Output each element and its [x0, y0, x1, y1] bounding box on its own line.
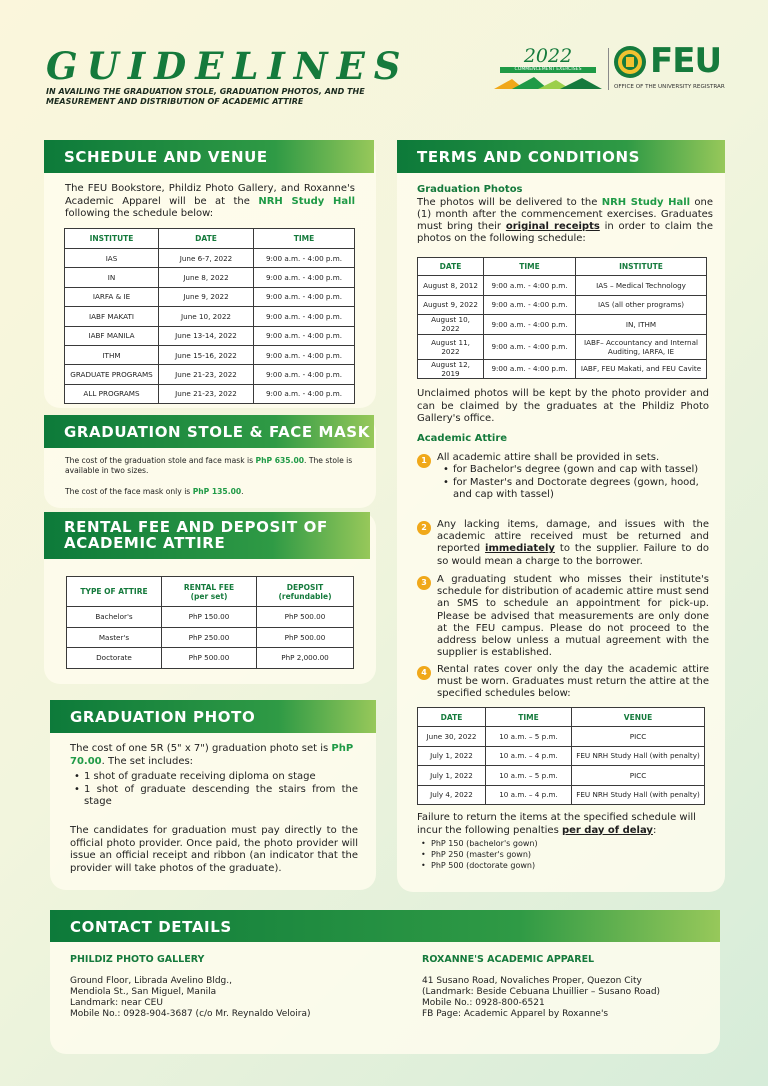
- col-header: INSTITUTE: [576, 258, 707, 276]
- table-row: [418, 334, 707, 359]
- schedule-heading: SCHEDULE AND VENUE: [44, 140, 374, 173]
- list-item: • for Bachelor's degree (gown and cap with tassel): [443, 464, 709, 477]
- table-cell: 9:00 a.m. - 4:00 p.m.: [254, 249, 355, 268]
- schedule-venue: NRH Study Hall: [258, 195, 355, 207]
- table-cell: August 10, 2022: [418, 315, 484, 335]
- photos-text-c: in order to claim the photos on the following schedule:: [417, 221, 713, 244]
- col-header: [257, 577, 354, 607]
- photo-text-b: . The set includes:: [101, 755, 194, 767]
- table-cell: 9:00 a.m. - 4:00 p.m.: [484, 334, 576, 359]
- photo-claim-table: [417, 257, 707, 379]
- table-row: [65, 384, 355, 403]
- photos-venue: NRH Study Hall: [601, 197, 691, 208]
- col-header: DATE: [159, 229, 254, 249]
- contact-heading: CONTACT DETAILS: [50, 910, 720, 942]
- table-cell: PhP 500.00: [162, 648, 257, 669]
- stole-heading: GRADUATION STOLE & FACE MASK: [44, 415, 374, 448]
- rental-heading: [44, 512, 370, 559]
- table-row: [67, 648, 354, 669]
- attire-item-1-bullets: [437, 464, 709, 502]
- table-cell: July 1, 2022: [418, 766, 486, 786]
- table-cell: PhP 500.00: [257, 627, 354, 648]
- table-cell: PICC: [572, 727, 705, 747]
- commencement-logo: [494, 46, 602, 90]
- table-cell: 9:00 a.m. - 4:00 p.m.: [484, 276, 576, 296]
- fb-page-line: FB Page: Academic Apparel by Roxanne's: [422, 1009, 609, 1019]
- photo-text-1: [70, 743, 358, 768]
- list-item: • 1 shot of graduate descending the stairs from the stage: [74, 784, 358, 809]
- stole-price: PhP 635.00: [255, 456, 305, 465]
- table-cell: GRADUATE PROGRAMS: [65, 365, 159, 384]
- stole-text-a: The cost of the graduation stole and face mask is: [65, 456, 256, 465]
- table-cell: PhP 150.00: [162, 607, 257, 628]
- feu-name: FEU: [650, 41, 722, 81]
- table-cell: 9:00 a.m. - 4:00 p.m.: [254, 287, 355, 306]
- table-cell: IAS: [65, 249, 159, 268]
- photos-text-a: The photos will be delivered to the: [417, 197, 602, 208]
- address-line: Ground Floor, Librada Avelino Bldg.,: [70, 976, 232, 986]
- address-line: (Landmark: Beside Cebuana Lhuillier – Susano Road): [422, 987, 661, 997]
- phone-line: Mobile No.: 0928-800-6521: [422, 998, 545, 1008]
- table-row: [67, 607, 354, 628]
- photo-bullets: [74, 771, 358, 809]
- schedule-intro-a: The FEU Bookstore, Phildiz Photo Gallery, and Roxanne's Academic Apparel will be at the: [65, 183, 355, 207]
- table-cell: FEU NRH Study Hall (with penalty): [572, 785, 705, 805]
- table-row: [65, 287, 355, 306]
- table-cell: 10 a.m. – 5 p.m.: [486, 766, 572, 786]
- table-row: [418, 766, 705, 786]
- table-row: [67, 627, 354, 648]
- attire-item-4: [417, 664, 709, 704]
- table-row: [65, 249, 355, 268]
- table-row: [418, 295, 707, 315]
- table-cell: PICC: [572, 766, 705, 786]
- mask-text: [65, 487, 355, 497]
- schedule-table: [64, 228, 355, 404]
- table-row: [65, 365, 355, 384]
- table-row: [65, 345, 355, 364]
- table-cell: 10 a.m. – 5 p.m.: [486, 727, 572, 747]
- table-cell: FEU NRH Study Hall (with penalty): [572, 746, 705, 766]
- photo-text-2: The candidates for graduation must pay directly to the official photo provider. Once paid, the photo provider will issue an official receipt and ribbon (an indicator that the provider will take photos of the graduate).: [70, 825, 358, 874]
- col-header: TIME: [484, 258, 576, 276]
- table-cell: June 10, 2022: [159, 307, 254, 326]
- col-header: INSTITUTE: [65, 229, 159, 249]
- table-cell: PhP 2,000.00: [257, 648, 354, 669]
- table-cell: IABF, FEU Makati, and FEU Cavite: [576, 359, 707, 379]
- roxanne-details: [422, 976, 712, 1020]
- table-cell: IABF– Accountancy and Internal Auditing, IARFA, IE: [576, 334, 707, 359]
- registrar-label: OFFICE OF THE UNIVERSITY REGISTRAR: [614, 84, 725, 90]
- table-cell: IAS (all other programs): [576, 295, 707, 315]
- table-cell: PhP 250.00: [162, 627, 257, 648]
- return-schedule-table: [417, 707, 705, 805]
- table-cell: 9:00 a.m. - 4:00 p.m.: [484, 359, 576, 379]
- phildiz-name: PHILDIZ PHOTO GALLERY: [70, 954, 205, 965]
- rental-heading-line2: ACADEMIC ATTIRE: [64, 534, 226, 552]
- unclaimed-text: Unclaimed photos will be kept by the photo provider and can be claimed by the graduates at the Phildiz Photo Gallery's office.: [417, 388, 709, 424]
- table-cell: IAS – Medical Technology: [576, 276, 707, 296]
- list-item: • 1 shot of graduate receiving diploma on stage: [74, 771, 358, 784]
- table-cell: 9:00 a.m. - 4:00 p.m.: [484, 315, 576, 335]
- table-cell: June 9, 2022: [159, 287, 254, 306]
- logo-caption: COMMENCEMENT EXERCISES: [500, 67, 596, 73]
- phone-line: Mobile No.: 0928-904-3687 (c/o Mr. Reynaldo Veloira): [70, 1009, 311, 1019]
- table-cell: IABF MAKATI: [65, 307, 159, 326]
- table-row: [418, 746, 705, 766]
- photo-text-a: The cost of one 5R (5" x 7") graduation photo set is: [70, 743, 332, 754]
- photo-price: PhP 70.00: [70, 743, 354, 767]
- table-cell: 10 a.m. – 4 p.m.: [486, 746, 572, 766]
- table-cell: August 9, 2022: [418, 295, 484, 315]
- table-cell: PhP 500.00: [257, 607, 354, 628]
- photos-subheading: Graduation Photos: [417, 184, 523, 195]
- table-cell: IABF MANILA: [65, 326, 159, 345]
- table-cell: Bachelor's: [67, 607, 162, 628]
- attire-item-2: [417, 519, 709, 569]
- feu-seal-icon: [613, 45, 647, 79]
- table-row: [418, 785, 705, 805]
- attire-item-1: [417, 452, 709, 502]
- number-badge: 2: [417, 521, 431, 535]
- phildiz-details: [70, 976, 400, 1020]
- table-cell: 9:00 a.m. - 4:00 p.m.: [254, 268, 355, 287]
- logo-ribbon-icon: [494, 77, 602, 89]
- failure-text-a: Failure to return the items at the specified schedule will incur the following penalties: [417, 812, 696, 836]
- attire-item-2-emphasis: immediately: [485, 543, 555, 555]
- col-header: DATE: [418, 708, 486, 727]
- rental-table: [66, 576, 354, 669]
- table-row: [65, 268, 355, 287]
- table-cell: August 12, 2019: [418, 359, 484, 379]
- table-cell: August 11, 2022: [418, 334, 484, 359]
- table-cell: 9:00 a.m. - 4:00 p.m.: [254, 384, 355, 403]
- table-cell: IN: [65, 268, 159, 287]
- table-cell: 9:00 a.m. - 4:00 p.m.: [254, 365, 355, 384]
- failure-text: [417, 812, 709, 837]
- fee-header-1: RENTAL FEE: [183, 582, 235, 592]
- list-item: • PhP 250 (master's gown): [421, 849, 621, 860]
- photo-heading: GRADUATION PHOTO: [50, 700, 376, 733]
- number-badge: 4: [417, 666, 431, 680]
- photos-receipts: original receipts: [505, 221, 600, 232]
- table-cell: June 21-23, 2022: [159, 384, 254, 403]
- photos-text: [417, 197, 713, 245]
- mask-price: PhP 135.00: [192, 487, 242, 496]
- address-line: 41 Susano Road, Novaliches Proper, Quezon City: [422, 976, 642, 986]
- col-header: VENUE: [572, 708, 705, 727]
- failure-emphasis: per day of delay: [561, 824, 653, 836]
- mask-text-b: .: [241, 487, 244, 496]
- attire-item-1-text: All academic attire shall be provided in sets.: [437, 452, 660, 463]
- table-cell: June 30, 2022: [418, 727, 486, 747]
- page-subtitle: IN AVAILING THE GRADUATION STOLE, GRADUATION PHOTOS, AND THE MEASUREMENT AND DISTRIBUTION OF ACADEMIC ATTIRE: [46, 87, 365, 106]
- table-cell: IN, ITHM: [576, 315, 707, 335]
- table-cell: 9:00 a.m. - 4:00 p.m.: [254, 307, 355, 326]
- number-badge: 1: [417, 454, 431, 468]
- table-cell: June 8, 2022: [159, 268, 254, 287]
- page-title: GUIDELINES: [46, 44, 410, 88]
- table-cell: Master's: [67, 627, 162, 648]
- schedule-intro-b: following the schedule below:: [65, 208, 214, 219]
- table-row: [65, 326, 355, 345]
- table-cell: June 21-23, 2022: [159, 365, 254, 384]
- logo-year: 2022: [523, 45, 573, 67]
- table-cell: 9:00 a.m. - 4:00 p.m.: [254, 345, 355, 364]
- table-row: [418, 276, 707, 296]
- table-cell: June 15-16, 2022: [159, 345, 254, 364]
- table-cell: August 8, 2012: [418, 276, 484, 296]
- table-row: [418, 727, 705, 747]
- fee-header-2: (per set): [190, 591, 228, 601]
- col-header: TIME: [254, 229, 355, 249]
- address-line: Landmark: near CEU: [70, 998, 163, 1008]
- list-item: • PhP 150 (bachelor's gown): [421, 838, 621, 849]
- col-header: TIME: [486, 708, 572, 727]
- table-cell: June 13-14, 2022: [159, 326, 254, 345]
- penalty-list: [421, 838, 621, 871]
- attire-item-3: [417, 574, 709, 658]
- table-cell: ALL PROGRAMS: [65, 384, 159, 403]
- attire-item-2-text-b: to the supplier. Failure to do so would mean a charge to the borrower.: [437, 543, 709, 567]
- table-cell: July 4, 2022: [418, 785, 486, 805]
- list-item: • PhP 500 (doctorate gown): [421, 860, 621, 871]
- table-cell: Doctorate: [67, 648, 162, 669]
- number-badge: 3: [417, 576, 431, 590]
- col-header: DATE: [418, 258, 484, 276]
- schedule-intro: [65, 183, 355, 221]
- table-cell: ITHM: [65, 345, 159, 364]
- stole-text: [65, 456, 355, 476]
- col-header: TYPE OF ATTIRE: [67, 577, 162, 607]
- table-row: [418, 359, 707, 379]
- terms-heading: TERMS AND CONDITIONS: [397, 140, 725, 173]
- mask-text-a: The cost of the face mask only is: [65, 487, 193, 496]
- attire-item-4-text: Rental rates cover only the day the academic attire must be worn. Graduates must return the attire at the specified schedules below:: [437, 664, 709, 700]
- rental-heading-line1: RENTAL FEE AND DEPOSIT OF: [64, 518, 328, 536]
- deposit-header-2: (refundable): [278, 591, 332, 601]
- table-cell: IARFA & IE: [65, 287, 159, 306]
- table-cell: 9:00 a.m. - 4:00 p.m.: [254, 326, 355, 345]
- list-item: • for Master's and Doctorate degrees (gown, hood, and cap with tassel): [443, 477, 709, 502]
- stole-text-b: . The stole is available in two sizes.: [65, 456, 353, 475]
- table-cell: 10 a.m. – 4 p.m.: [486, 785, 572, 805]
- table-cell: July 1, 2022: [418, 746, 486, 766]
- photos-text-b: one (1) month after the commencement exercises. Graduates must bring their: [417, 197, 713, 232]
- table-row: [418, 315, 707, 335]
- address-line: Mendiola St., San Miguel, Manila: [70, 987, 217, 997]
- col-header: [162, 577, 257, 607]
- attire-item-2-text-a: Any lacking items, damage, and issues with the academic attire received must be returned and reported: [437, 519, 709, 555]
- failure-text-b: :: [652, 824, 657, 836]
- attire-item-3-text: A graduating student who misses their institute's schedule for distribution of academic attire must send an SMS to schedule an appointment for pick-up. Please be advised that measurements are only done at the FEU campus. Please do not proceed to the address below unless a mutual agreement with the supplier is established.: [437, 574, 709, 659]
- deposit-header-1: DEPOSIT: [286, 582, 324, 592]
- table-row: [65, 307, 355, 326]
- table-cell: June 6-7, 2022: [159, 249, 254, 268]
- roxanne-name: ROXANNE'S ACADEMIC APPAREL: [422, 954, 595, 965]
- table-cell: 9:00 a.m. - 4:00 p.m.: [484, 295, 576, 315]
- attire-subheading: Academic Attire: [417, 433, 508, 444]
